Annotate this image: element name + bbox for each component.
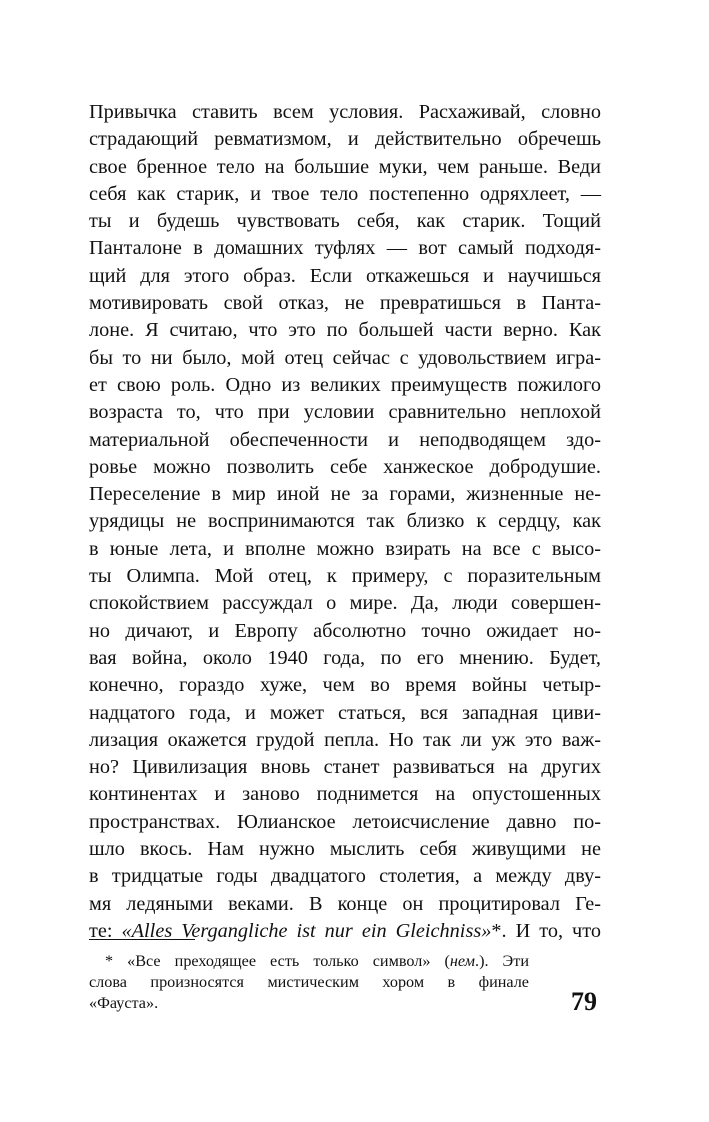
text-line: возраста то, что при условии сравнительно неплохой [89, 401, 601, 424]
text-line: страдающий ревматизмом, и действительно обречешь [89, 128, 601, 151]
footnote [89, 951, 529, 1015]
text-line: Привычка ставить всем условия. Расхаживай, словно [89, 101, 601, 123]
text-line: щий для этого образ. Если откажешься и научишься [89, 264, 601, 287]
footnote-italic: нем [449, 952, 476, 970]
text-line: свое бренное тело на большие муки, чем раньше. Веди [89, 155, 601, 178]
text-line: Переселение в мир иной не за горами, жизненные не- [89, 483, 601, 506]
page-number: 79 [571, 987, 597, 1016]
text-line: пространствах. Юлианское летоисчисление давно по- [89, 810, 601, 833]
text-line: ровье можно позволить себе ханжеское добродушие. [89, 455, 601, 478]
text-line: в тридцатые годы двадцатого столетия, а между дву- [89, 865, 601, 888]
text-line-last [89, 918, 601, 945]
text-line: шло вкось. Нам нужно мыслить себя живущими не [89, 838, 601, 861]
last-line-prefix: те: [89, 919, 122, 942]
text-line: но? Цивилизация вновь станет развиваться на других [89, 756, 601, 779]
footnote-line-2: слова произносятся мистическим хором в финале [89, 973, 529, 992]
text-line: мотивировать свой отказ, не превратишься в Панта- [89, 292, 601, 315]
text-line: ты Олимпа. Мой отец, к примеру, с поразительным [89, 565, 601, 588]
text-line: бы то ни было, мой отец сейчас с удовольствием игра- [89, 346, 601, 369]
text-line: материальной обеспеченности и неподводящем здо- [89, 428, 601, 451]
text-line: в юные лета, и вполне можно взирать на все с высо- [89, 537, 601, 560]
german-quote: «Alles Vergangliche ist nur ein Gleichniss» [121, 919, 492, 942]
text-line: конечно, гораздо хуже, чем во время войны четыр- [89, 674, 601, 697]
text-line: континентах и заново поднимется на опустошенных [89, 783, 601, 806]
text-line: надцатого года, и может статься, вся западная циви- [89, 701, 601, 724]
body-text [89, 99, 601, 945]
footnote-marker: * [491, 919, 502, 942]
text-line: урядицы не воспринимаются так близко к сердцу, как [89, 510, 601, 533]
text-line: лизация окажется грудой пепла. Но так ли уж это важ- [89, 728, 601, 751]
text-line: себя как старик, и твое тело постепенно одряхлеет, — [89, 182, 601, 205]
footnote-text-a: * «Все преходящее есть только символ» ( [105, 952, 450, 970]
last-line-suffix: . И то, что [501, 919, 601, 942]
text-line: но дичают, и Европу абсолютно точно ожидает но- [89, 619, 601, 642]
text-line: лоне. Я считаю, что это по большей части верно. Как [89, 319, 601, 342]
footnote-text-b: .). Эти [475, 952, 529, 970]
text-line: спокойствием рассуждал о мире. Да, люди совершен- [89, 592, 601, 615]
text-line: вая война, около 1940 года, по его мнению. Будет, [89, 646, 601, 669]
text-line: ты и будешь чувствовать себя, как старик. Тощий [89, 210, 601, 233]
footnote-line-1 [89, 951, 529, 972]
text-line: мя ледяными веками. В конце он процитировал Ге- [89, 892, 601, 915]
footnote-line-3: «Фауста». [89, 994, 159, 1013]
text-line: ет свою роль. Одно из великих преимуществ пожилого [89, 373, 601, 396]
text-line: Панталоне в домашних туфлях — вот самый подходя- [89, 237, 601, 260]
footnote-divider [89, 939, 195, 940]
